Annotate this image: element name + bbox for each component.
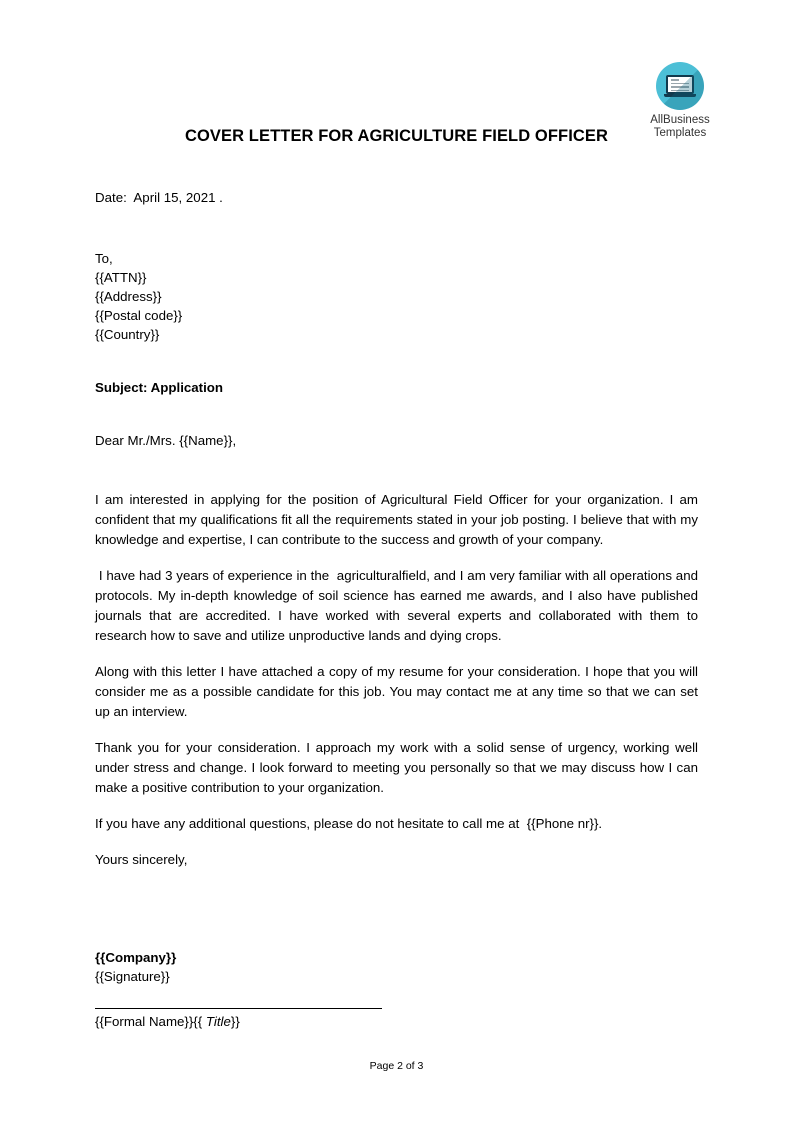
logo-wordmark-line2: Templates [653, 127, 707, 139]
body-paragraph: Thank you for your consideration. I approach my work with a solid sense of urgency, working well under stress and change. I look forward to meeting you personally so that we may discuss how I can make a positive contribution to your organization. [95, 740, 702, 795]
spacer [95, 886, 698, 948]
signature-title: Title [205, 1014, 231, 1029]
body-paragraph: I have had 3 years of experience in the agriculturalfield, and I am very familiar with all operations and protocols. My in-depth knowledge of soil science has earned me awards, and I also have published journals that are accredited. I have worked with several experts and collaborated with them to research how to save and utilize unproductive lands and dying crops. [95, 568, 702, 643]
closing-line: Yours sincerely, [95, 852, 188, 867]
signature-rule [95, 1008, 382, 1009]
page-footer: Page 2 of 3 [369, 1060, 424, 1072]
signature-formal-name: {{Formal Name}}{{ [95, 1014, 206, 1029]
signature-field: {{Signature}} [95, 969, 170, 984]
logo-shadow [656, 62, 704, 110]
spacer [95, 397, 698, 431]
logo-wordmark-line1: AllBusiness [650, 114, 710, 126]
recipient-to: To, [95, 251, 113, 266]
body-paragraph: Along with this letter I have attached a copy of my resume for your consideration. I hope that you will consider me as a possible candidate for this job. You may contact me at any time so that we can set up an interview. [95, 664, 702, 719]
salutation-line: Dear Mr./Mrs. {{Name}}, [95, 433, 237, 448]
letter-body [95, 188, 702, 1031]
signature-name-title [95, 1012, 698, 1031]
recipient-address: {{Address}} [95, 289, 162, 304]
signature-company: {{Company}} [95, 950, 177, 965]
signature-block [95, 948, 698, 1031]
subject-line: Subject: Application [95, 380, 224, 395]
recipient-attn: {{ATTN}} [95, 270, 147, 285]
signature-title-close: }} [230, 1014, 240, 1029]
spacer [95, 207, 698, 249]
date-line: Date: April 15, 2021 . [95, 190, 223, 205]
body-paragraph: I am interested in applying for the position of Agricultural Field Officer for your organization. I am confident that my qualifications fit all the requirements stated in your job posting. I believe that with my knowledge and expertise, I can contribute to the success and growth of your company. [95, 492, 702, 547]
body-paragraph: If you have any additional questions, please do not hesitate to call me at {{Phone nr}}. [95, 816, 603, 831]
recipient-block [95, 249, 698, 344]
recipient-postal-code: {{Postal code}} [95, 308, 183, 323]
recipient-country: {{Country}} [95, 327, 160, 342]
spacer [95, 344, 698, 378]
logo-circle [656, 62, 704, 110]
spacer [95, 450, 698, 490]
page-title: COVER LETTER FOR AGRICULTURE FIELD OFFICER [184, 127, 609, 145]
